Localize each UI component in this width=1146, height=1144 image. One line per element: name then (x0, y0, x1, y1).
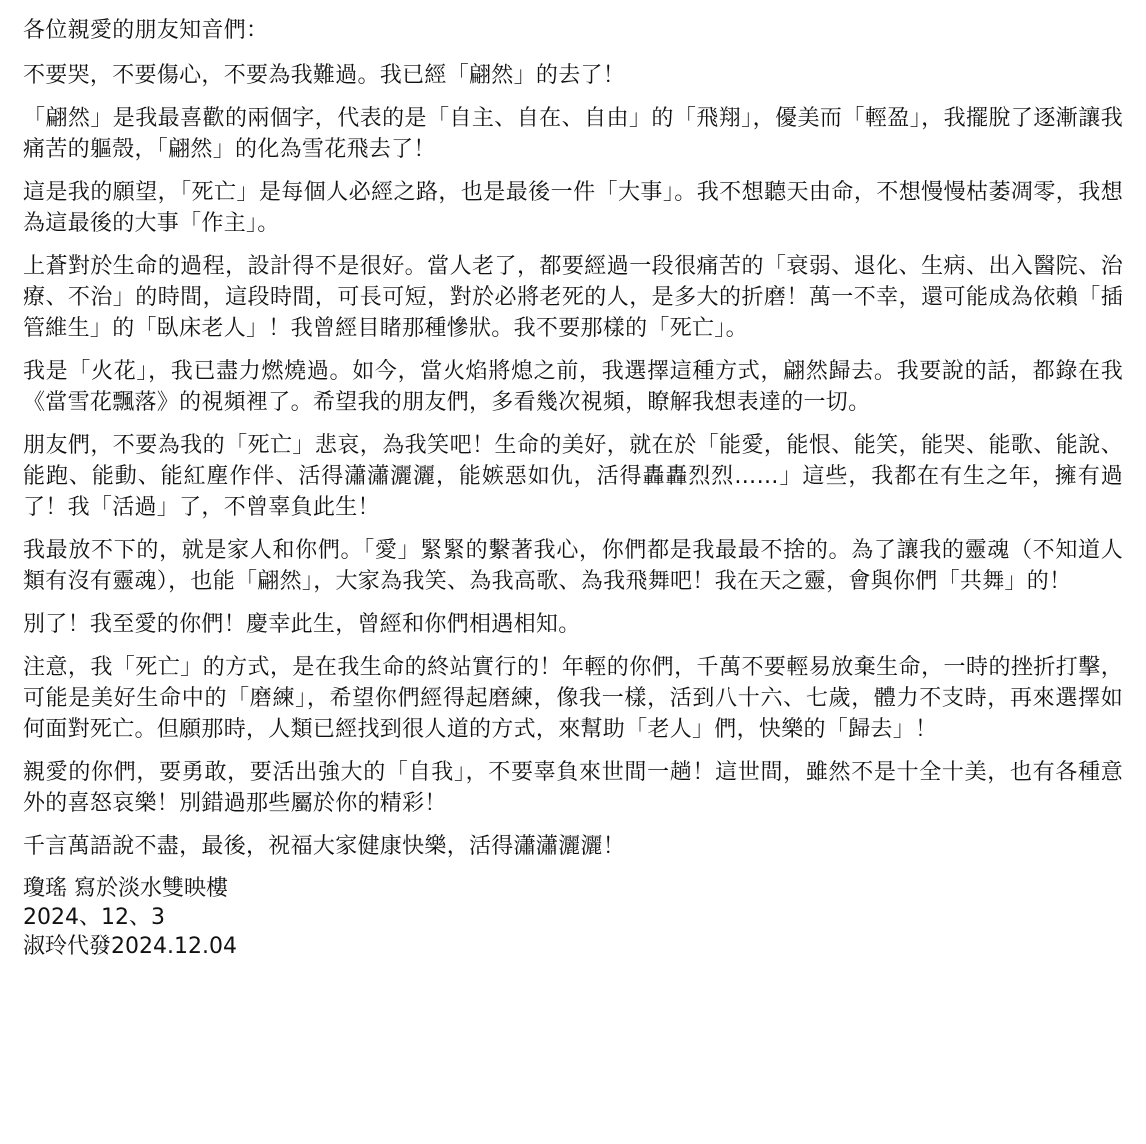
letter-paragraph: 別了！我至愛的你們！慶幸此生，曾經和你們相遇相知。 (23, 612, 581, 637)
letter-paragraph: 不要哭，不要傷心，不要為我難過。我已經「翩然」的去了！ (23, 63, 626, 88)
letter-signature (23, 874, 1123, 961)
letter-paragraph: 我最放不下的，就是家人和你們。「愛」緊緊的繫著我心，你們都是我最最不捨的。為了讓我的靈魂（不知道人類有沒有靈魂），也能「翩然」，大家為我笑、為我高歌、為我飛舞吧！我在天之靈，會與你們「共舞」的！ (23, 538, 1123, 594)
letter-paragraph: 千言萬語說不盡，最後，祝福大家健康快樂，活得瀟瀟灑灑！ (23, 834, 626, 859)
signature-posted-by: 淑玲代發2024.12.04 (23, 934, 237, 959)
letter-paragraph: 「翩然」是我最喜歡的兩個字，代表的是「自主、自在、自由」的「飛翔」，優美而「輕盈」，我擺脫了逐漸讓我痛苦的軀殼，「翩然」的化為雪花飛去了！ (23, 106, 1123, 162)
letter-paragraph: 上蒼對於生命的過程，設計得不是很好。當人老了，都要經過一段很痛苦的「衰弱、退化、生病、出入醫院、治療、不治」的時間，這段時間，可長可短，對於必將老死的人，是多大的折磨！萬一不幸，還可能成為依賴「插管維生」的「臥床老人」！我曾經目睹那種慘狀。我不要那樣的「死亡」。 (23, 254, 1123, 341)
letter-paragraph: 我是「火花」，我已盡力燃燒過。如今，當火焰將熄之前，我選擇這種方式，翩然歸去。我要說的話，都錄在我《當雪花飄落》的視頻裡了。希望我的朋友們，多看幾次視頻，瞭解我想表達的一切。 (23, 359, 1123, 415)
letter-body (23, 14, 1123, 961)
letter-paragraph: 朋友們，不要為我的「死亡」悲哀，為我笑吧！生命的美好，就在於「能愛，能恨、能笑，能哭、能歌、能說、能跑、能動、能紅塵作伴、活得瀟瀟灑灑，能嫉惡如仇，活得轟轟烈烈……」這些，我都在有生之年，擁有過了！我「活過」了，不曾辜負此生！ (23, 433, 1123, 520)
letter-paragraph: 親愛的你們，要勇敢，要活出強大的「自我」，不要辜負來世間一趟！這世間，雖然不是十全十美，也有各種意外的喜怒哀樂！別錯過那些屬於你的精彩！ (23, 760, 1123, 816)
letter-greeting: 各位親愛的朋友知音們： (23, 18, 269, 43)
letter-paragraph: 注意，我「死亡」的方式，是在我生命的終站實行的！年輕的你們，千萬不要輕易放棄生命，一時的挫折打擊，可能是美好生命中的「磨練」，希望你們經得起磨練，像我一樣，活到八十六、七歲，體力不支時，再來選擇如何面對死亡。但願那時，人類已經找到很人道的方式，來幫助「老人」們，快樂的「歸去」！ (23, 655, 1123, 742)
signature-author: 瓊瑤 寫於淡水雙映樓 (23, 876, 228, 901)
signature-date: 2024、12、3 (23, 905, 165, 930)
letter-paragraph: 這是我的願望，「死亡」是每個人必經之路，也是最後一件「大事」。我不想聽天由命，不想慢慢枯萎凋零，我想為這最後的大事「作主」。 (23, 180, 1123, 236)
